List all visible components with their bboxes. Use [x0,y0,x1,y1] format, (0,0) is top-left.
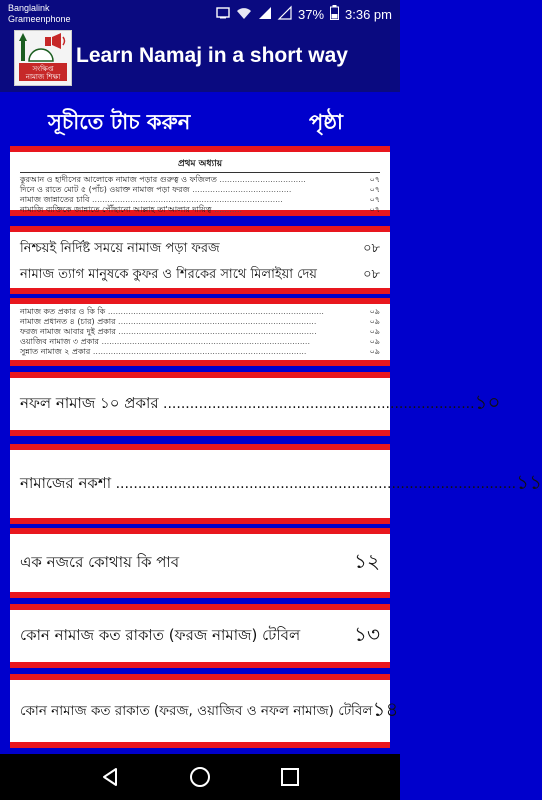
battery-percent: 37% [297,6,325,22]
toc-touch-label: সূচীতে টাচ করুন [48,110,191,134]
app-bar [0,28,400,92]
toc-card-full-table[interactable] [10,674,399,748]
toc-card-nafl[interactable]: নফল নামাজ ১০ প্রকার ...................................................................... ১০ [10,372,390,436]
toc-card-ek-nojore[interactable] [10,528,390,598]
toc-card-2[interactable] [10,226,390,294]
app-logo [14,30,72,86]
list-item-label: নফল নামাজ ১০ প্রকার [20,393,159,412]
wifi-icon [236,6,252,23]
list-item[interactable]: নামাজ প্রধানত ৪ (চার) প্রকার .............................................................................. ০৯ [20,317,380,326]
toc-card-3[interactable] [10,298,390,366]
toc-card-chapter-1[interactable] [10,146,390,216]
system-nav-bar [0,754,400,800]
toc-header [0,92,400,146]
toc-list [0,146,542,754]
list-item-label: কোন নামাজ কত রাকাত (ফরজ নামাজ) টেবিল [20,625,301,644]
svg-text:নামাজ শিক্ষা: নামাজ শিক্ষা [25,73,61,81]
list-item[interactable]: সুন্নাত নামাজ ২ প্রকার .................................................................................... ০৯ [20,347,380,356]
app-title: Learn Namaj in a short way [76,44,348,67]
list-item[interactable]: ফরজ নামাজ আবার দুই প্রকার .............................................................................. ০৯ [20,327,380,336]
toc-card-farz-table[interactable] [10,604,390,668]
list-item-label: এক নজরে কোথায় কি পাব [20,552,180,571]
carrier-2: Grameenphone [8,14,71,24]
status-indicators [216,5,392,23]
toc-card-naksha[interactable]: নামাজের নকশা .......................................................................................... ১১ [10,444,390,524]
screenshot-icon [216,7,230,22]
page-number: ১৪ [372,696,399,721]
chapter-heading: প্রথম অধ্যায় [20,156,380,173]
carrier-1: Banglalink [8,3,50,13]
page-number: ১২ [354,548,380,573]
battery-icon [330,5,339,23]
page-number: ১০ [474,389,501,414]
list-item[interactable]: কুরআন ও হাদীসের আলোকে নামাজ পড়ার গুরুত্ব ও ফজিলত .................................. ০৭ [20,175,380,184]
page-number: ১৩ [354,621,380,646]
page-number: ১১ [516,469,542,494]
signal-icon [258,6,272,23]
page-column-label: পৃষ্ঠা [308,110,343,134]
list-item[interactable]: নামাজ ত্যাগ মানুষকে কুফর ও শিরকের সাথে মিলাইয়া দেয় ০৮ [20,267,380,282]
list-item[interactable]: নামাজি ব্যক্তিকে জান্নাতে পৌঁছানো আল্লাহ তা'আলার দায়িত্ব ........... ০৭ [20,205,380,214]
svg-text:সংক্ষিপ্ত: সংক্ষিপ্ত [32,65,54,73]
recent-apps-icon[interactable] [278,765,302,789]
clock: 3:36 pm [345,6,392,22]
status-bar [0,0,400,28]
list-item[interactable]: নামাজ জান্নাতের চাবি ........................................................................... ০৭ [20,195,380,204]
list-item[interactable]: নামাজ কত প্রকার ও কি কি ..................................................................................... ০৯ [20,307,380,316]
home-icon[interactable] [188,765,212,789]
list-item-label: কোন নামাজ কত রাকাত (ফরজ, ওয়াজিব ও নফল নামাজ) টেবিল [20,702,373,719]
carrier-names [8,3,71,25]
list-item[interactable]: ওয়াজিব নামাজ ৩ প্রকার .................................................................................. ০৯ [20,337,380,346]
list-item[interactable]: নিশ্চয়ই নির্দিষ্ট সময়ে নামাজ পড়া ফরজ ০৮ [20,241,380,256]
list-item-label: নামাজের নকশা [20,473,112,492]
signal-icon-2 [278,6,292,23]
back-icon[interactable] [98,765,122,789]
list-item[interactable]: দিনে ও রাতে মোট ৫ (পাঁচ) ওয়াক্ত নামাজ পড়া ফরজ ....................................... ০৭ [20,185,380,194]
